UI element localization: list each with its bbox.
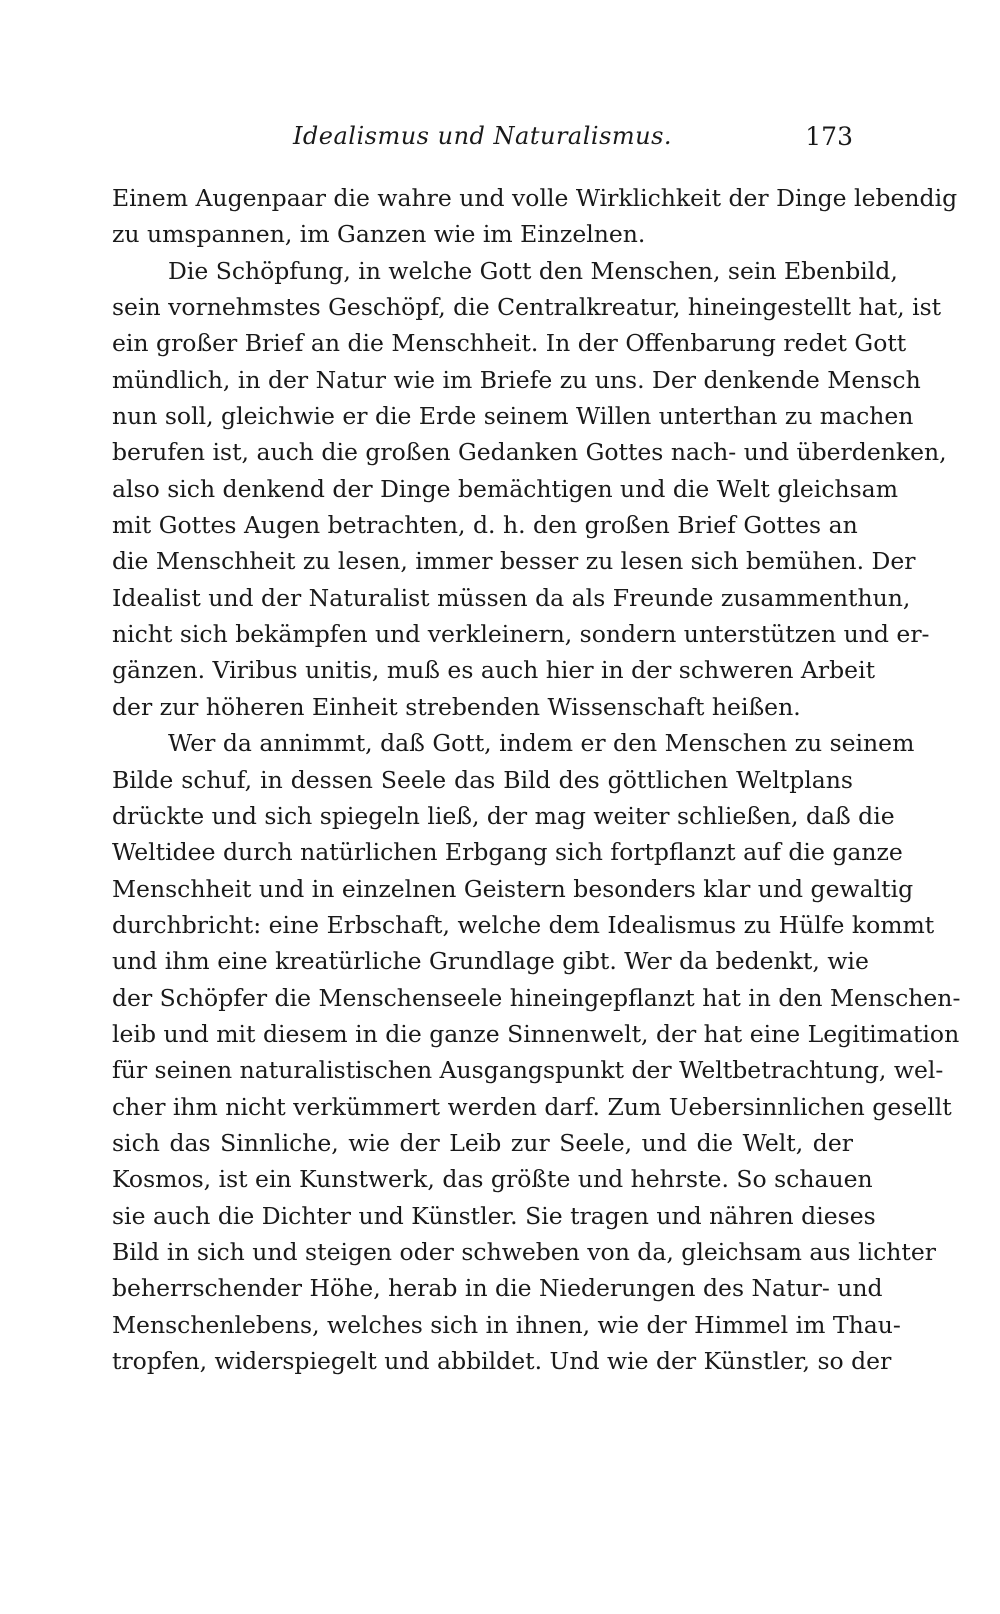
text-line: tropfen, widerspiegelt und abbildet. Und wie der Künstler, so der bbox=[112, 1347, 892, 1375]
text-line: Wer da annimmt, daß Gott, indem er den Menschen zu seinem bbox=[168, 729, 915, 758]
text-line: Menschheit und in einzelnen Geistern besonders klar und gewaltig bbox=[112, 874, 914, 903]
text-line: nicht sich bekämpfen und verkleinern, sondern unterstützen und er- bbox=[112, 620, 930, 649]
text-line: für seinen naturalistischen Ausgangspunkt der Weltbetrachtung, wel- bbox=[112, 1056, 944, 1085]
running-head bbox=[112, 122, 853, 158]
text-line: sie auch die Dichter und Künstler. Sie tragen und nähren dieses bbox=[112, 1201, 876, 1230]
text-line: mit Gottes Augen betrachten, d. h. den großen Brief Gottes an bbox=[112, 511, 858, 540]
text-line: der Schöpfer die Menschenseele hineingepflanzt hat in den Menschen- bbox=[112, 983, 961, 1012]
text-line: der zur höheren Einheit strebenden Wissenschaft heißen. bbox=[112, 692, 801, 721]
page-number: 173 bbox=[805, 122, 853, 151]
text-line: leib und mit diesem in die ganze Sinnenwelt, der hat eine Legitimation bbox=[112, 1019, 960, 1048]
running-title: Idealismus und Naturalismus. bbox=[292, 122, 673, 150]
text-line: durchbricht: eine Erbschaft, welche dem Idealismus zu Hülfe kommt bbox=[112, 910, 935, 939]
text-line: Bild in sich und steigen oder schweben von da, gleichsam aus lichter bbox=[112, 1237, 936, 1266]
text-line: Menschenlebens, welches sich in ihnen, wie der Himmel im Thau- bbox=[112, 1310, 901, 1339]
body-text bbox=[112, 180, 961, 1379]
text-line: Weltidee durch natürlichen Erbgang sich fortpflanzt auf die ganze bbox=[112, 838, 903, 867]
text-line: also sich denkend der Dinge bemächtigen und die Welt gleichsam bbox=[112, 474, 898, 503]
text-line: Einem Augenpaar die wahre und volle Wirklichkeit der Dinge lebendig bbox=[112, 184, 958, 212]
text-line: die Menschheit zu lesen, immer besser zu lesen sich bemühen. Der bbox=[112, 547, 916, 576]
text-line: Bilde schuf, in dessen Seele das Bild des göttlichen Weltplans bbox=[112, 765, 853, 794]
text-line: mündlich, in der Natur wie im Briefe zu uns. Der denkende Mensch bbox=[112, 365, 921, 394]
text-line: sein vornehmstes Geschöpf, die Centralkreatur, hineingestellt hat, ist bbox=[112, 293, 942, 322]
text-line: Die Schöpfung, in welche Gott den Menschen, sein Ebenbild, bbox=[168, 256, 898, 285]
text-line: Idealist und der Naturalist müssen da als Freunde zusammenthun, bbox=[112, 583, 911, 612]
text-line: gänzen. Viribus unitis, muß es auch hier in der schweren Arbeit bbox=[112, 656, 876, 685]
text-line: sich das Sinnliche, wie der Leib zur Seele, und die Welt, der bbox=[112, 1128, 853, 1157]
text-line: Kosmos, ist ein Kunstwerk, das größte und hehrste. So schauen bbox=[112, 1165, 873, 1194]
text-line: beherrschender Höhe, herab in die Niederungen des Natur- und bbox=[112, 1274, 883, 1303]
text-line: drückte und sich spiegeln ließ, der mag weiter schließen, daß die bbox=[112, 801, 895, 830]
text-line: ein großer Brief an die Menschheit. In der Offenbarung redet Gott bbox=[112, 329, 907, 358]
text-line: zu umspannen, im Ganzen wie im Einzelnen. bbox=[112, 220, 646, 249]
text-line: berufen ist, auch die großen Gedanken Gottes nach- und überdenken, bbox=[112, 438, 947, 467]
text-line: nun soll, gleichwie er die Erde seinem Willen unterthan zu machen bbox=[112, 402, 914, 431]
text-line: cher ihm nicht verkümmert werden darf. Zum Uebersinnlichen gesellt bbox=[112, 1092, 952, 1121]
text-line: und ihm eine kreatürliche Grundlage gibt. Wer da bedenkt, wie bbox=[112, 947, 869, 976]
